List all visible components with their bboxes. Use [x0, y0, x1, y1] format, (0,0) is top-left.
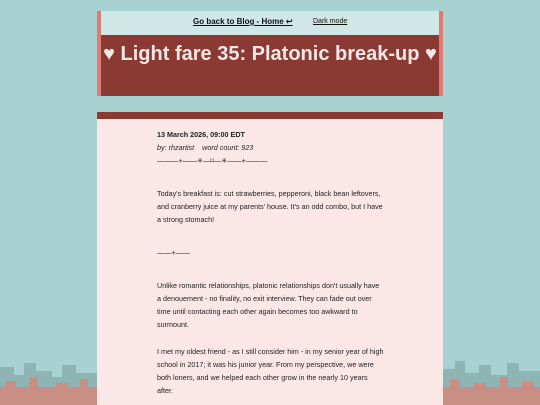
top-nav-bar	[101, 11, 439, 35]
paragraph-oldest-friend: I met my oldest friend - as I still consider him - in my senior year of high school in 2017; it was his junior year. From my perspective, we were both loners, and we helped each other grow in the nearly 10 years after.	[157, 347, 384, 395]
dark-mode-link[interactable]: Dark mode	[313, 18, 348, 25]
paragraph-breakfast: Today's breakfast is: cut strawberries, pepperoni, black bean leftovers, and cranberry juice at my parents' house. It's an odd combo, but I have a strong stomach!	[157, 189, 383, 224]
divider-small: ——+——	[157, 248, 190, 257]
page-title: ♥ Light fare 35: Platonic break-up ♥	[103, 43, 437, 65]
blog-header	[97, 11, 443, 96]
back-to-blog-link[interactable]	[193, 17, 293, 26]
title-banner	[101, 35, 439, 96]
back-link-label: Go back to Blog - Home	[193, 17, 284, 26]
post-date: 13 March 2026, 09:00 EDT	[157, 130, 245, 139]
post-body	[157, 128, 385, 397]
post-byline: by: rhzartist	[157, 143, 195, 152]
post-meta	[157, 141, 385, 154]
content-top-border	[97, 112, 443, 119]
divider-main: ———+——✳—⌑—✳——+———	[157, 156, 268, 165]
return-arrow-icon: ↩	[285, 17, 293, 26]
paragraph-relationships: Unlike romantic relationships, platonic relationships don't usually have a denouement - no finality, no exit interview. They can fade out over time until contacting each other again becomes too awkward to surmount.	[157, 281, 380, 329]
post-word-count: word count: 923	[202, 143, 254, 152]
post-content	[97, 112, 443, 405]
